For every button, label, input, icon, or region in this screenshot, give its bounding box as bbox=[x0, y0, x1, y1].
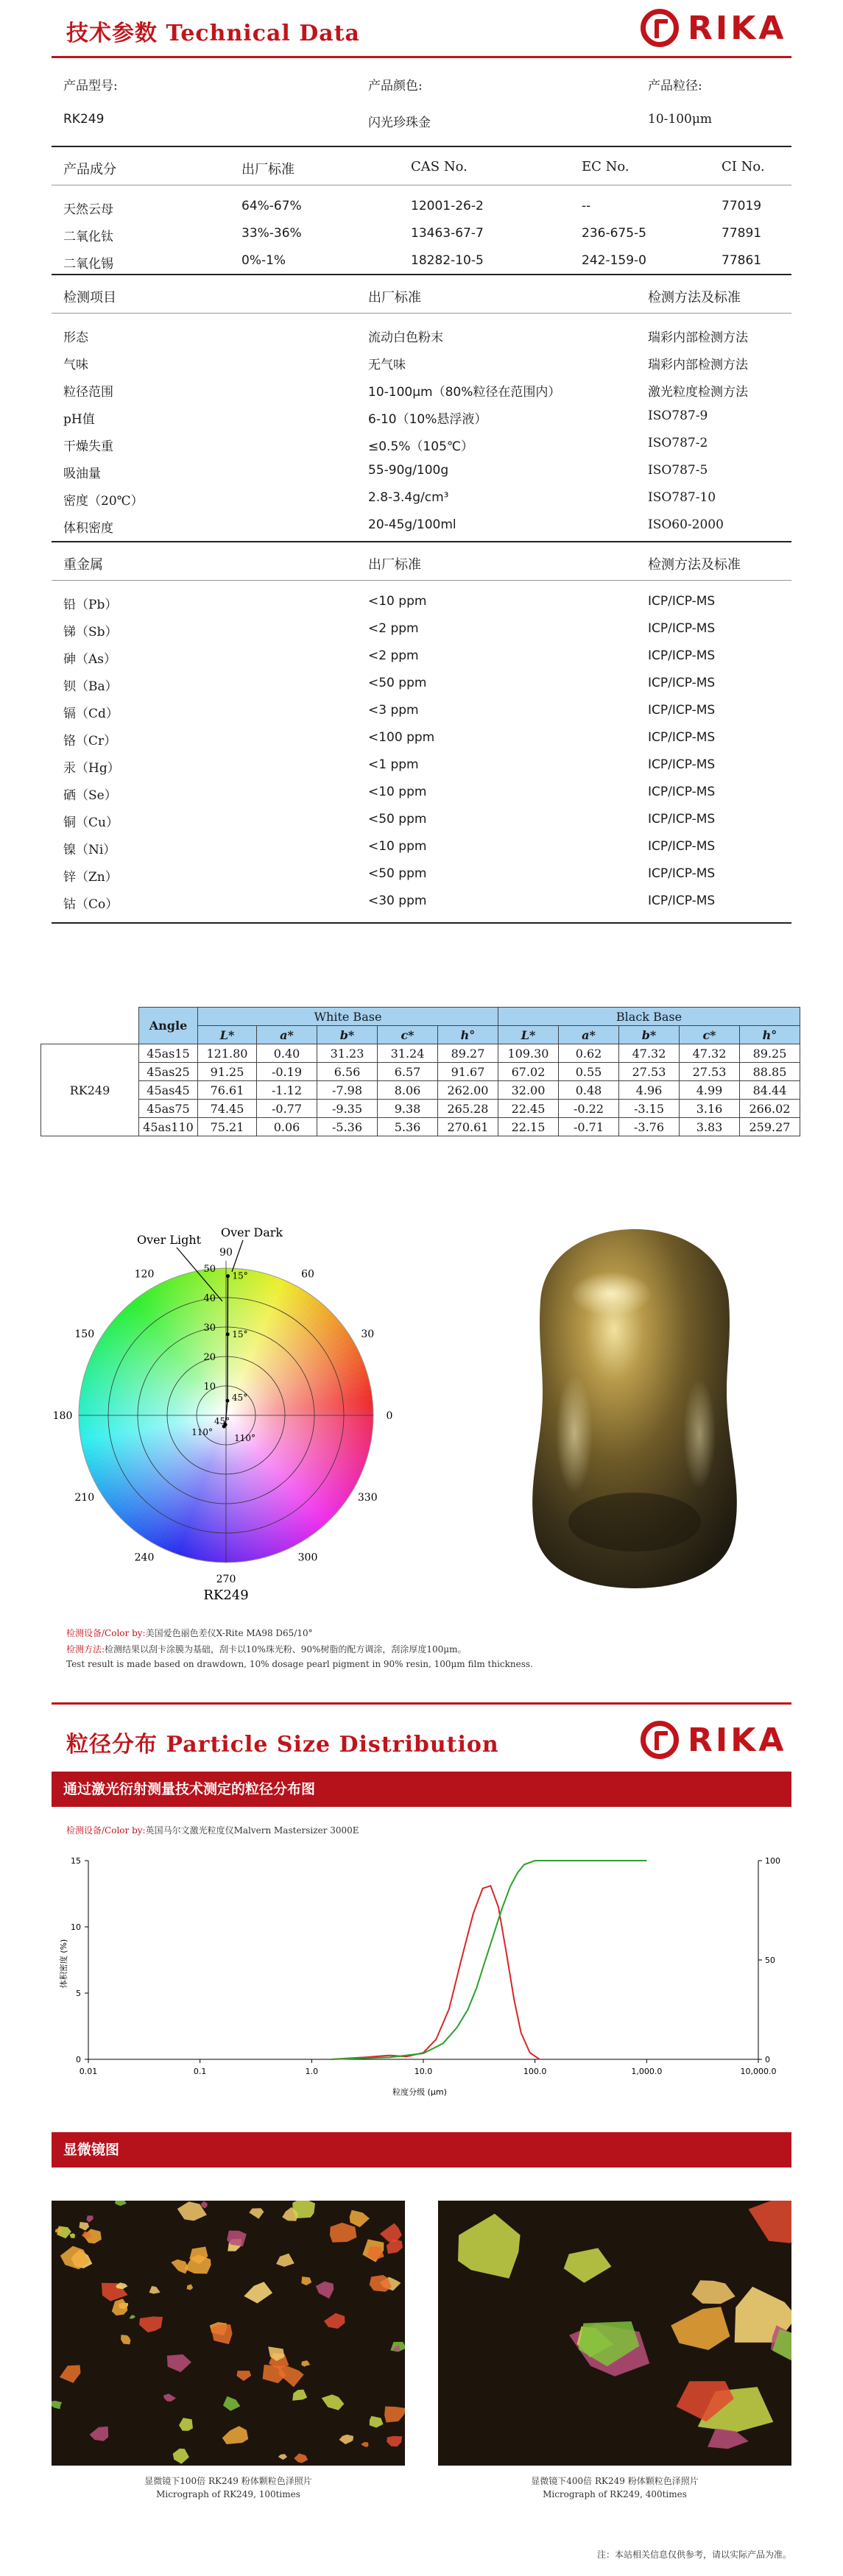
micrograph-100x-caption bbox=[52, 2474, 405, 2501]
color-row bbox=[41, 1044, 800, 1063]
over-dark-label: Over Dark bbox=[221, 1225, 283, 1239]
black-value-cell: 266.02 bbox=[740, 1100, 800, 1118]
cell: ISO787-9 bbox=[648, 408, 708, 423]
test-row bbox=[52, 347, 791, 374]
cell: 激光粒度检测方法 bbox=[648, 385, 748, 400]
cell: <50 ppm bbox=[368, 812, 427, 827]
black-value-cell: -0.71 bbox=[559, 1118, 619, 1136]
composition-row bbox=[52, 191, 791, 219]
cell: 汞（Hg） bbox=[63, 761, 120, 776]
white-value-cell: 270.61 bbox=[438, 1118, 498, 1136]
cell: 55-90g/100g bbox=[368, 463, 449, 478]
metals-table bbox=[52, 541, 791, 913]
cell: ≤0.5%（105℃） bbox=[368, 439, 473, 454]
metal-row bbox=[52, 641, 791, 668]
black-value-cell: 0.62 bbox=[559, 1044, 619, 1063]
color-row bbox=[41, 1100, 800, 1118]
test-row bbox=[52, 483, 791, 510]
white-value-cell: 5.36 bbox=[378, 1118, 438, 1136]
cell: ICP/ICP-MS bbox=[648, 785, 716, 799]
metals-header: 重金属 bbox=[63, 557, 103, 573]
col-header: c* bbox=[680, 1026, 740, 1044]
angle-mark-label: 15° bbox=[232, 1328, 248, 1340]
white-value-cell: -1.12 bbox=[257, 1081, 317, 1100]
size-label: 产品粒径: bbox=[648, 79, 702, 93]
car-shape-sample bbox=[479, 1213, 791, 1603]
cell: 形态 bbox=[63, 330, 88, 345]
test-row bbox=[52, 401, 791, 428]
cell: 镉（Cd） bbox=[63, 707, 119, 721]
metal-row bbox=[52, 832, 791, 859]
cell: ICP/ICP-MS bbox=[648, 894, 716, 908]
x-tick-label: 10,000.0 bbox=[740, 2067, 777, 2076]
cell: ICP/ICP-MS bbox=[648, 757, 716, 772]
cell: <2 ppm bbox=[368, 621, 419, 636]
cell: 18282-10-5 bbox=[411, 253, 484, 268]
test-row bbox=[52, 456, 791, 483]
color-label: 产品颜色: bbox=[368, 79, 423, 93]
y2-tick-label: 0 bbox=[765, 2055, 770, 2064]
chroma-label: 20 bbox=[203, 1352, 216, 1363]
over-dark-pointer bbox=[232, 1240, 243, 1272]
test-row bbox=[52, 428, 791, 456]
cell: ICP/ICP-MS bbox=[648, 839, 716, 854]
cell: ISO787-10 bbox=[648, 490, 716, 505]
white-value-cell: 0.06 bbox=[257, 1118, 317, 1136]
cell: 体积密度 bbox=[63, 521, 113, 536]
psd-chart bbox=[52, 1846, 791, 2103]
col-header: a* bbox=[257, 1026, 317, 1044]
cell: pH值 bbox=[63, 412, 95, 427]
cell: 12001-26-2 bbox=[411, 199, 484, 213]
hue-label: 120 bbox=[134, 1268, 155, 1281]
cell: <100 ppm bbox=[368, 730, 435, 745]
cell: ICP/ICP-MS bbox=[648, 621, 716, 636]
cell: 2.8-3.4g/cm³ bbox=[368, 490, 449, 505]
tech-bottom-rule bbox=[52, 922, 791, 924]
cell: 77861 bbox=[722, 253, 762, 268]
cell: ISO787-2 bbox=[648, 436, 708, 450]
test-row bbox=[52, 319, 791, 347]
comp-header: 产品成分 bbox=[63, 162, 116, 177]
white-value-cell: 6.57 bbox=[378, 1063, 438, 1081]
product-cell: RK249 bbox=[41, 1044, 139, 1136]
angle-cell: 45as15 bbox=[139, 1044, 198, 1063]
cell: ICP/ICP-MS bbox=[648, 676, 716, 690]
rika-logo-icon bbox=[641, 1721, 679, 1759]
rika-logo-text: RIKA bbox=[688, 9, 787, 47]
hue-label: 150 bbox=[74, 1328, 95, 1340]
caption-cn: 显微镜下400倍 RK249 粉体颗粒色泽照片 bbox=[531, 2476, 699, 2486]
white-value-cell: 262.00 bbox=[438, 1081, 498, 1100]
black-value-cell: 67.02 bbox=[498, 1063, 559, 1081]
rika-logo-icon bbox=[641, 9, 679, 47]
y2-tick-label: 100 bbox=[765, 1856, 780, 1866]
size-value: 10-100μm bbox=[648, 112, 712, 127]
col-header: a* bbox=[559, 1026, 619, 1044]
cell: 77891 bbox=[722, 226, 762, 241]
cell: 吸油量 bbox=[63, 467, 101, 481]
col-header: L* bbox=[198, 1026, 257, 1044]
black-value-cell: 4.96 bbox=[619, 1081, 680, 1100]
cell: ICP/ICP-MS bbox=[648, 703, 716, 718]
cell: 气味 bbox=[63, 358, 88, 372]
color-row bbox=[41, 1081, 800, 1100]
chroma-label: 10 bbox=[203, 1381, 216, 1393]
cell: 77019 bbox=[722, 199, 762, 213]
color-device-note bbox=[66, 1627, 313, 1639]
white-value-cell: 121.80 bbox=[198, 1044, 257, 1063]
metal-row bbox=[52, 750, 791, 777]
caption-en: Micrograph of RK249, 100times bbox=[156, 2489, 300, 2499]
metal-row bbox=[52, 804, 791, 832]
black-value-cell: 27.53 bbox=[619, 1063, 680, 1081]
micro-band: 显微镜图 bbox=[52, 2132, 791, 2168]
white-value-cell: 6.56 bbox=[317, 1063, 378, 1081]
cell: ICP/ICP-MS bbox=[648, 866, 716, 881]
rika-logo bbox=[641, 6, 786, 50]
white-value-cell: 89.27 bbox=[438, 1044, 498, 1063]
cell: <30 ppm bbox=[368, 894, 427, 908]
product-info bbox=[52, 68, 791, 141]
chroma-label: 30 bbox=[203, 1323, 216, 1334]
composition-row bbox=[52, 246, 791, 273]
metal-row bbox=[52, 614, 791, 641]
hue-label: 90 bbox=[219, 1247, 233, 1259]
cell: 瑞彩内部检测方法 bbox=[648, 330, 748, 345]
cell: <50 ppm bbox=[368, 676, 427, 690]
test-row bbox=[52, 510, 791, 537]
col-header: h° bbox=[740, 1026, 800, 1044]
cell: 铬（Cr） bbox=[63, 734, 117, 749]
cell: ICP/ICP-MS bbox=[648, 730, 716, 745]
cell: 无气味 bbox=[368, 358, 406, 372]
color-data-table bbox=[40, 1007, 800, 1136]
black-value-cell: 22.45 bbox=[498, 1100, 559, 1118]
color-method-note-en: Test result is made based on drawdown, 10% dosage pearl pigment in 90% resin, 100μm film thickness. bbox=[66, 1659, 533, 1669]
cell: 锑（Sb） bbox=[63, 625, 118, 640]
metals-header: 出厂标准 bbox=[368, 557, 421, 573]
metal-row bbox=[52, 777, 791, 804]
cell: 20-45g/100ml bbox=[368, 517, 456, 532]
cell: <1 ppm bbox=[368, 757, 419, 772]
cell: 33%-36% bbox=[241, 226, 302, 241]
hue-label: 0 bbox=[386, 1410, 393, 1422]
black-value-cell: 259.27 bbox=[740, 1118, 800, 1136]
model-label: 产品型号: bbox=[63, 79, 118, 93]
x-tick-label: 10.0 bbox=[414, 2067, 433, 2076]
cell: 铜（Cu） bbox=[63, 815, 119, 830]
white-value-cell: -5.36 bbox=[317, 1118, 378, 1136]
black-value-cell: 27.53 bbox=[680, 1063, 740, 1081]
caption-cn: 显微镜下100倍 RK249 粉体颗粒色泽照片 bbox=[144, 2476, 312, 2486]
note-text: 美国爱色丽色差仪X-Rite MA98 D65/10° bbox=[145, 1628, 313, 1638]
cell: 10-100μm（80%粒径在范围内） bbox=[368, 385, 561, 400]
footer-note: 注：本站相关信息仅供参考，请以实际产品为准。 bbox=[596, 2550, 791, 2560]
metal-row bbox=[52, 723, 791, 750]
psd-device-note bbox=[66, 1824, 359, 1836]
cell: 钡（Ba） bbox=[63, 679, 118, 694]
cell: ICP/ICP-MS bbox=[648, 648, 716, 663]
cell: 0%-1% bbox=[241, 253, 286, 268]
cell: <50 ppm bbox=[368, 866, 427, 881]
black-value-cell: 0.48 bbox=[559, 1081, 619, 1100]
black-value-cell: 88.85 bbox=[740, 1063, 800, 1081]
cell: 砷（As） bbox=[63, 652, 117, 667]
angle-cell: 45as75 bbox=[139, 1100, 198, 1118]
metal-row bbox=[52, 696, 791, 723]
pigment-flake bbox=[292, 2201, 315, 2218]
col-header: h° bbox=[438, 1026, 498, 1044]
caption-en: Micrograph of RK249, 400times bbox=[543, 2489, 687, 2499]
cell: 流动白色粉末 bbox=[368, 330, 443, 345]
hue-label: 30 bbox=[361, 1328, 375, 1340]
black-value-cell: 4.99 bbox=[680, 1081, 740, 1100]
angle-cell: 45as110 bbox=[139, 1118, 198, 1136]
color-method-note bbox=[66, 1643, 466, 1655]
x-tick-label: 0.1 bbox=[193, 2067, 207, 2076]
y-tick-label: 10 bbox=[71, 1922, 81, 1932]
cell: 干燥失重 bbox=[63, 439, 113, 454]
black-value-cell: -0.22 bbox=[559, 1100, 619, 1118]
black-value-cell: 3.16 bbox=[680, 1100, 740, 1118]
white-value-cell: 91.67 bbox=[438, 1063, 498, 1081]
test-row bbox=[52, 374, 791, 401]
color-row bbox=[41, 1118, 800, 1136]
white-value-cell: 265.28 bbox=[438, 1100, 498, 1118]
metals-header: 检测方法及标准 bbox=[648, 557, 741, 573]
white-value-cell: -0.19 bbox=[257, 1063, 317, 1081]
y-axis-label: 体积密度 (%) bbox=[59, 1939, 68, 1989]
cell: 64%-67% bbox=[241, 199, 302, 213]
cell: 二氧化钛 bbox=[63, 230, 113, 244]
cell: 236-675-5 bbox=[582, 226, 646, 241]
rika-logo bbox=[641, 1718, 786, 1762]
cell: 242-159-0 bbox=[582, 253, 646, 268]
angle-mark-label: 45° bbox=[214, 1416, 230, 1427]
color-row bbox=[41, 1063, 800, 1081]
black-value-cell: 89.25 bbox=[740, 1044, 800, 1063]
angle-marker bbox=[226, 1332, 230, 1336]
hue-label: 300 bbox=[297, 1551, 318, 1564]
black-value-cell: 47.32 bbox=[619, 1044, 680, 1063]
hue-label: 60 bbox=[301, 1268, 314, 1281]
black-base-header: Black Base bbox=[498, 1008, 800, 1026]
white-value-cell: 0.40 bbox=[257, 1044, 317, 1063]
col-header: b* bbox=[619, 1026, 680, 1044]
y-tick-label: 0 bbox=[76, 2055, 81, 2064]
cell: 瑞彩内部检测方法 bbox=[648, 358, 748, 372]
header-rule bbox=[52, 56, 791, 58]
hue-label: 330 bbox=[357, 1492, 378, 1504]
hue-label: 270 bbox=[216, 1574, 236, 1585]
color-wheel bbox=[29, 1214, 442, 1604]
color-value: 闪光珍珠金 bbox=[368, 116, 431, 130]
micrograph-400x-caption bbox=[438, 2474, 791, 2501]
comp-header: EC No. bbox=[582, 159, 629, 174]
metal-row bbox=[52, 668, 791, 696]
x-tick-label: 0.01 bbox=[79, 2067, 98, 2076]
cell: 铅（Pb） bbox=[63, 598, 118, 612]
tests-header: 检测项目 bbox=[63, 290, 116, 305]
cell: 钴（Co） bbox=[63, 897, 119, 912]
black-value-cell: -3.15 bbox=[619, 1100, 680, 1118]
angle-mark-label: 110° bbox=[191, 1427, 214, 1438]
model-value: RK249 bbox=[63, 112, 105, 127]
white-base-header: White Base bbox=[198, 1008, 498, 1026]
chroma-label: 50 bbox=[203, 1264, 216, 1275]
cell: ICP/ICP-MS bbox=[648, 812, 716, 827]
black-value-cell: 84.44 bbox=[740, 1081, 800, 1100]
cell: 密度（20℃） bbox=[63, 494, 144, 509]
metal-row bbox=[52, 859, 791, 886]
col-header: b* bbox=[317, 1026, 378, 1044]
angle-mark-label: 45° bbox=[231, 1393, 248, 1404]
white-value-cell: 8.06 bbox=[378, 1081, 438, 1100]
cell: 13463-67-7 bbox=[411, 226, 484, 241]
white-value-cell: 76.61 bbox=[198, 1081, 257, 1100]
white-value-cell: -7.98 bbox=[317, 1081, 378, 1100]
metal-row bbox=[52, 587, 791, 614]
cell: ICP/ICP-MS bbox=[648, 594, 716, 609]
composition-table bbox=[52, 146, 791, 273]
tests-header: 出厂标准 bbox=[368, 290, 421, 305]
comp-header: CI No. bbox=[722, 159, 765, 174]
y-tick-label: 15 bbox=[71, 1856, 81, 1866]
white-value-cell: 74.45 bbox=[198, 1100, 257, 1118]
psd-top-rule bbox=[52, 1702, 791, 1705]
cell: 硒（Se） bbox=[63, 788, 117, 803]
angle-marker bbox=[226, 1274, 230, 1278]
white-value-cell: 75.21 bbox=[198, 1118, 257, 1136]
metal-row bbox=[52, 886, 791, 913]
chroma-label: 40 bbox=[203, 1293, 216, 1304]
x-tick-label: 100.0 bbox=[523, 2067, 547, 2076]
black-value-cell: 3.83 bbox=[680, 1118, 740, 1136]
white-value-cell: -9.35 bbox=[317, 1100, 378, 1118]
wheel-product-label: RK249 bbox=[203, 1588, 249, 1603]
note-label: 检测方法: bbox=[66, 1644, 105, 1655]
note-text: 检测结果以刮卡涂膜为基础，刮卡以10%珠光粉、90%树脂的配方调涂，刮涂厚度100μm。 bbox=[105, 1644, 467, 1655]
y2-tick-label: 50 bbox=[765, 1956, 775, 1965]
angle-marker bbox=[225, 1399, 229, 1403]
comp-header: 出厂标准 bbox=[241, 162, 294, 177]
white-value-cell: 91.25 bbox=[198, 1063, 257, 1081]
angle-cell: 45as25 bbox=[139, 1063, 198, 1081]
white-value-cell: -0.77 bbox=[257, 1100, 317, 1118]
cell: <10 ppm bbox=[368, 839, 427, 854]
note-label: 检测设备/Color by: bbox=[66, 1825, 146, 1836]
hue-label: 180 bbox=[52, 1410, 73, 1422]
cell: 镍（Ni） bbox=[63, 843, 116, 857]
black-value-cell: 22.15 bbox=[498, 1118, 559, 1136]
cell: <10 ppm bbox=[368, 594, 427, 609]
x-axis-label: 粒度分级 (μm) bbox=[392, 2087, 447, 2097]
cell: ISO787-5 bbox=[648, 463, 708, 478]
angle-mark-label: 110° bbox=[234, 1433, 256, 1444]
white-value-cell: 31.23 bbox=[317, 1044, 378, 1063]
cell: <3 ppm bbox=[368, 703, 419, 718]
cell: 粒径范围 bbox=[63, 385, 113, 400]
x-tick-label: 1.0 bbox=[305, 2067, 319, 2076]
cell: ISO60-2000 bbox=[648, 517, 724, 532]
black-value-cell: 109.30 bbox=[498, 1044, 559, 1063]
black-value-cell: 47.32 bbox=[680, 1044, 740, 1063]
note-text: 英国马尔文激光粒度仪Malvern Mastersizer 3000E bbox=[145, 1825, 359, 1836]
cell: -- bbox=[582, 199, 591, 213]
y-tick-label: 5 bbox=[76, 1989, 81, 1998]
white-value-cell: 9.38 bbox=[378, 1100, 438, 1118]
white-value-cell: 31.24 bbox=[378, 1044, 438, 1063]
note-label: 检测设备/Color by: bbox=[66, 1628, 146, 1638]
comp-header: CAS No. bbox=[411, 159, 468, 174]
micrograph-100x bbox=[52, 2201, 405, 2466]
psd-band: 通过激光衍射测量技术测定的粒径分布图 bbox=[52, 1772, 791, 1807]
cell: 6-10（10%悬浮液） bbox=[368, 412, 487, 427]
composition-row bbox=[52, 219, 791, 246]
cell: <10 ppm bbox=[368, 785, 427, 799]
psd-title: 粒径分布 Particle Size Distribution bbox=[66, 1732, 499, 1758]
col-header: c* bbox=[378, 1026, 438, 1044]
black-value-cell: 0.55 bbox=[559, 1063, 619, 1081]
page-title: 技术参数 Technical Data bbox=[66, 21, 360, 46]
angle-mark-label: 15° bbox=[232, 1270, 248, 1281]
angle-header: Angle bbox=[139, 1008, 198, 1044]
hue-label: 240 bbox=[134, 1551, 155, 1564]
col-header: L* bbox=[498, 1026, 559, 1044]
over-light-label: Over Light bbox=[137, 1233, 202, 1247]
micrograph-400x bbox=[438, 2201, 791, 2466]
volume-density-line bbox=[331, 1886, 540, 2059]
cell: 天然云母 bbox=[63, 202, 113, 217]
angle-cell: 45as45 bbox=[139, 1081, 198, 1100]
cell: <2 ppm bbox=[368, 648, 419, 663]
x-tick-label: 1,000.0 bbox=[631, 2067, 663, 2076]
black-value-cell: 32.00 bbox=[498, 1081, 559, 1100]
rika-logo-text: RIKA bbox=[688, 1721, 787, 1759]
tests-table bbox=[52, 274, 791, 537]
black-value-cell: -3.76 bbox=[619, 1118, 680, 1136]
hue-label: 210 bbox=[74, 1492, 95, 1504]
cumulative-line bbox=[331, 1861, 646, 2059]
cell: 锌（Zn） bbox=[63, 870, 118, 885]
tests-header: 检测方法及标准 bbox=[648, 290, 741, 305]
cell: 二氧化锡 bbox=[63, 257, 113, 272]
